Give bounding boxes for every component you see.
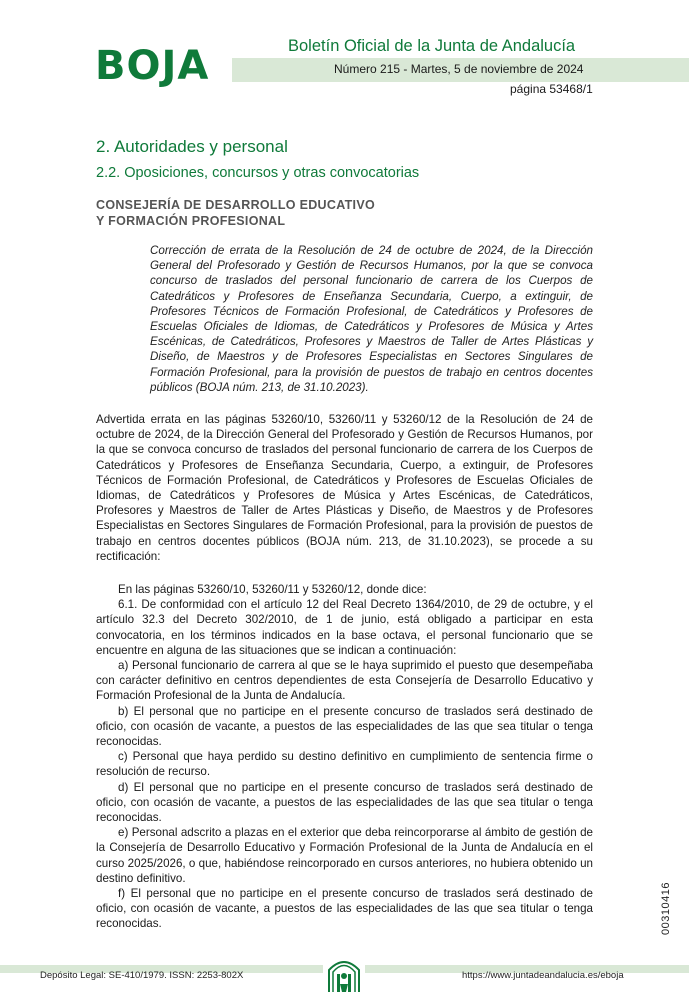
paragraph: c) Personal que haya perdido su destino definitivo en cumplimiento de sentencia firme o resolución de recurso. — [96, 750, 593, 779]
subsection-heading: 2.2. Oposiciones, concursos y otras convocatorias — [96, 165, 420, 181]
document-code: 00310416 — [660, 882, 672, 935]
consejeria-heading — [96, 197, 375, 229]
consejeria-line-2: Y FORMACIÓN PROFESIONAL — [96, 214, 286, 228]
footer-url-link[interactable]: https://www.juntadeandalucia.es/eboja — [462, 970, 624, 981]
body-text — [96, 582, 593, 932]
paragraph: 6.1. De conformidad con el artículo 12 del Real Decreto 1364/2010, de 29 de octubre, y el artículo 32.3 del Decreto 302/2010, de 1 de junio, está obligado a participar en esta convocatoria, en los términos indicados en la base octava, el personal funcionario que se encuentre en alguna de las situaciones que se indican a continuación: — [96, 598, 593, 657]
issue-number: Número 215 - Martes, 5 de noviembre de 2024 — [334, 62, 584, 76]
junta-andalucia-emblem-icon — [323, 952, 365, 995]
intro-paragraph: Advertida errata en las páginas 53260/10, 53260/11 y 53260/12 de la Resolución de 24 de octubre de 2024, de la Dirección General del Profesorado y Gestión de Recursos Humanos, por la que se convoca concurso de traslados del personal funcionario de carrera de los Cuerpos de Catedráticos y Profesores de Enseñanza Secundaria, Cuerpo, a extinguir, de Profesores Técnicos de Formación Profesional, de Catedráticos y Profesores de Escuelas Oficiales de Idiomas, de Catedráticos y Profesores de Música y Artes Escénicas, de Catedráticos, Profesores y Maestros de Taller de Artes Plásticas y Diseño, de Maestros y de Profesores Especialistas en Sectores Singulares de Formación Profesional, para la provisión de puestos de trabajo en centros docentes públicos (BOJA núm. 213, de 31.10.2023), se procede a su rectificación: — [96, 413, 593, 563]
boja-logo: BOJA — [95, 43, 210, 89]
paragraph: a) Personal funcionario de carrera al que se le haya suprimido el puesto que desempeñaba con carácter definitivo en centros dependientes de esta Consejería de Desarrollo Educativo y Formación Profesional de la Junta de Andalucía. — [96, 659, 593, 703]
consejeria-line-1: CONSEJERÍA DE DESARROLLO EDUCATIVO — [96, 198, 375, 212]
bulletin-title: Boletín Oficial de la Junta de Andalucía — [288, 37, 576, 55]
paragraph: e) Personal adscrito a plazas en el exterior que deba reincorporarse al ámbito de gestión de la Consejería de Desarrollo Educativo y Formación Profesional de la Junta de Andalucía en el curso 2025/2026, o que, habiéndose reincorporado en cursos anteriores, no hubiera obtenido un destino definitivo. — [96, 826, 593, 885]
page-number: página 53468/1 — [510, 82, 593, 96]
legal-deposit: Depósito Legal: SE-410/1979. ISSN: 2253-802X — [40, 970, 244, 981]
resolution-summary: Corrección de errata de la Resolución de 24 de octubre de 2024, de la Dirección General del Profesorado y Gestión de Recursos Humanos, por la que se convoca concurso de traslados del personal funcionario de carrera de los Cuerpos de Catedráticos y Profesores de Enseñanza Secundaria, Cuerpo, a extinguir, de Profesores Técnicos de Formación Profesional, de Catedráticos y Profesores de Escuelas Oficiales de Idiomas, de Catedráticos y Profesores de Música y Artes Escénicas, de Catedráticos, Profesores y Maestros de Taller de Artes Plásticas y Diseño, de Maestros y de Profesores Especialistas en Sectores Singulares de Formación Profesional, para la provisión de puestos de trabajo en centros docentes públicos (BOJA núm. 213, de 31.10.2023). — [150, 244, 593, 394]
paragraph: d) El personal que no participe en el presente concurso de traslados será destinado de oficio, con ocasión de vacante, a puestos de las especialidades de las que sea titular o tenga reconocidas. — [96, 780, 593, 825]
section-heading: 2. Autoridades y personal — [96, 137, 288, 156]
paragraph: b) El personal que no participe en el presente concurso de traslados será destinado de oficio, con ocasión de vacante, a puestos de las especialidades de las que sea titular o tenga reconocidas. — [96, 704, 593, 749]
paragraph: f) El personal que no participe en el presente concurso de traslados será destinado de oficio, con ocasión de vacante, a puestos de las especialidades de las que sea titular o tenga reconocidas. — [96, 887, 593, 931]
paragraph: En las páginas 53260/10, 53260/11 y 53260/12, donde dice: — [118, 583, 427, 596]
